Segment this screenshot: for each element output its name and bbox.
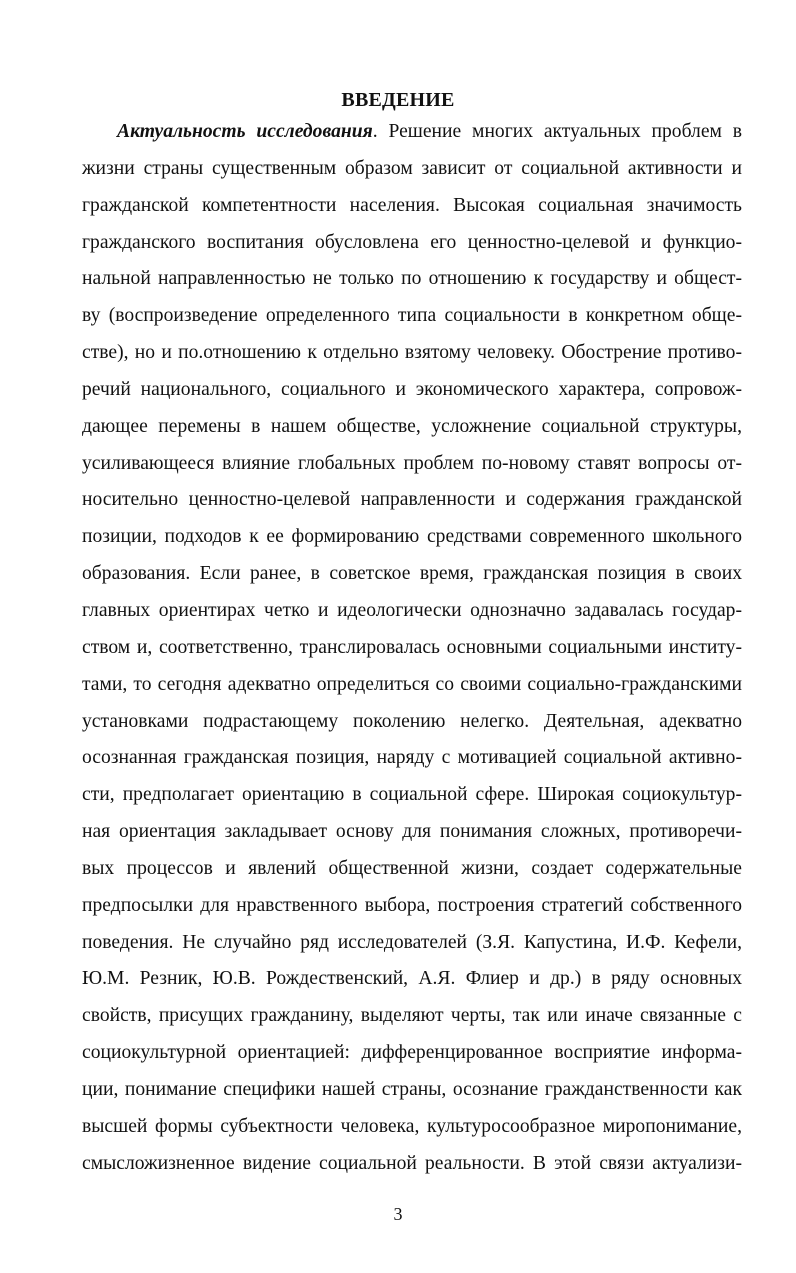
body-text: [82, 114, 742, 1182]
text-line: гражданской компетентности населения. Высокая социальная значимость: [82, 194, 742, 216]
lead-rest: . Решение многих актуальных проблем в: [372, 121, 742, 142]
text-line: осознанная гражданская позиция, наряду с мотивацией социальной активно-: [82, 747, 742, 769]
text-line: высшей формы субъектности человека, культуросообразное миропонимание,: [82, 1115, 742, 1137]
section-heading: ВВЕДЕНИЕ: [341, 89, 455, 111]
text-line: усиливающееся влияние глобальных проблем по-новому ставят вопросы от-: [82, 452, 742, 474]
text-line: образования. Если ранее, в советское время, гражданская позиция в своих: [82, 563, 742, 585]
text-line: свойств, присущих гражданину, выделяют черты, так или иначе связанные с: [82, 1005, 742, 1027]
text-line: смысложизненное видение социальной реальности. В этой связи актуализи-: [82, 1152, 742, 1174]
text-line: позиции, подходов к ее формированию средствами современного школьного: [82, 526, 742, 548]
text-line: ством и, соответственно, транслировалась основными социальными институ-: [82, 636, 742, 658]
text-line: ции, понимание специфики нашей страны, осознание гражданственности как: [82, 1078, 742, 1100]
text-line: тами, то сегодня адекватно определиться со своими социально-гражданскими: [82, 673, 742, 695]
text-line: предпосылки для нравственного выбора, построения стратегий собственного: [82, 894, 742, 916]
text-line: носительно ценностно-целевой направленности и содержания гражданской: [82, 489, 742, 511]
text-line: нальной направленностью не только по отношению к государству и общест-: [82, 268, 742, 290]
text-line: речий национального, социального и экономического характера, сопровож-: [82, 378, 742, 400]
text-line: ная ориентация закладывает основу для понимания сложных, противоречи-: [82, 821, 742, 843]
text-line: вых процессов и явлений общественной жизни, создает содержательные: [82, 857, 742, 879]
text-line: сти, предполагает ориентацию в социальной сфере. Широкая социокультур-: [82, 784, 742, 806]
lead-emphasis: Актуальность исследования: [117, 121, 373, 142]
text-line: дающее перемены в нашем обществе, усложнение социальной структуры,: [82, 415, 742, 437]
text-line: гражданского воспитания обусловлена его ценностно-целевой и функцио-: [82, 231, 742, 253]
text-line: поведения. Не случайно ряд исследователей (З.Я. Капустина, И.Ф. Кефели,: [82, 931, 742, 953]
text-line: ву (воспроизведение определенного типа социальности в конкретном обще-: [82, 305, 742, 327]
text-line: стве), но и по.отношению к отдельно взятому человеку. Обострение противо-: [82, 342, 742, 364]
page-number: 3: [393, 1204, 403, 1224]
paragraph-first-line: [82, 114, 742, 151]
text-line: жизни страны существенным образом зависит от социальной активности и: [82, 157, 742, 179]
text-line: установками подрастающему поколению нелегко. Деятельная, адекватно: [82, 710, 742, 732]
text-line: Ю.М. Резник, Ю.В. Рождественский, А.Я. Флиер и др.) в ряду основных: [82, 968, 742, 990]
text-line: социокультурной ориентацией: дифференцированное восприятие информа-: [82, 1042, 742, 1064]
text-line: главных ориентирах четко и идеологически однозначно задавалась государ-: [82, 599, 742, 621]
